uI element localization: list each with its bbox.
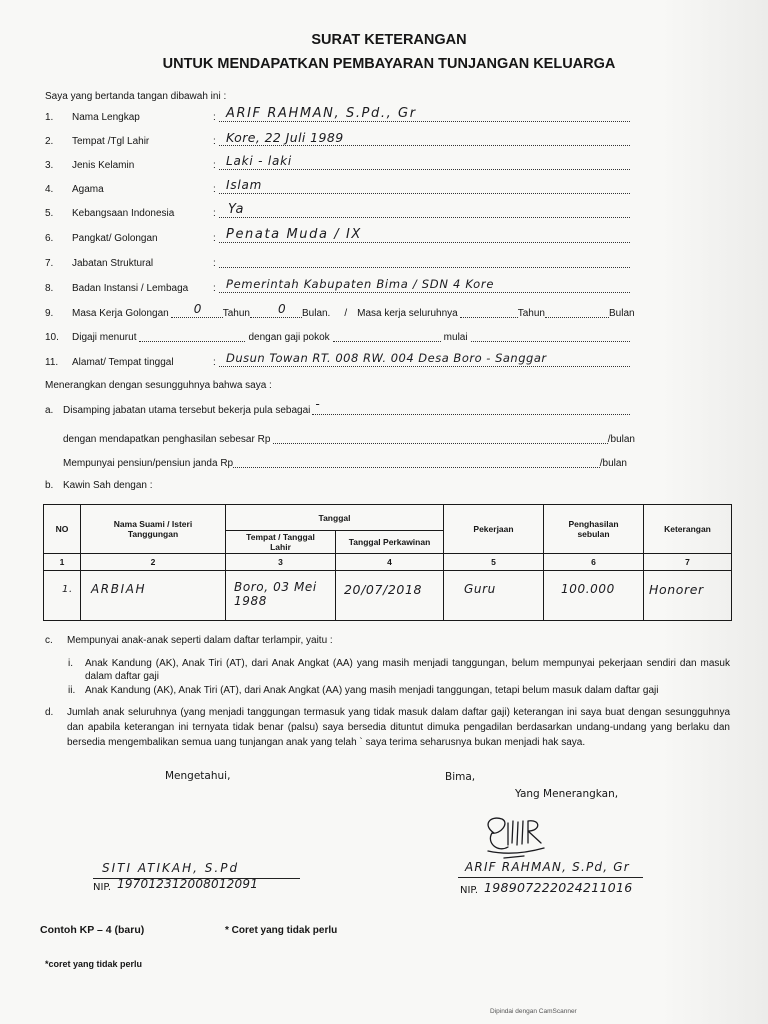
field-label: Jabatan Struktural (72, 258, 154, 269)
header-birth: Tempat / Tanggal Lahir (246, 532, 315, 552)
total-years-line (460, 309, 518, 318)
field-row-masa-kerja (45, 302, 635, 320)
spouse-name: ARBIAH (91, 582, 147, 596)
colon: : (213, 208, 216, 219)
spouse-birth-cell (226, 571, 336, 621)
field-number: 3. (45, 160, 54, 171)
field-value-alamat: Dusun Towan RT. 008 RW. 004 Desa Boro - Sanggar (226, 351, 547, 365)
field-number: 7. (45, 258, 54, 269)
income-line (273, 435, 607, 444)
right-nip: 198907222024211016 (484, 880, 633, 895)
field-number: 2. (45, 136, 54, 147)
spouse-name-cell (81, 571, 226, 621)
declaration-a (45, 397, 630, 417)
remarks-cell (644, 571, 732, 621)
column-number: 7 (644, 554, 732, 571)
field-value-line (219, 154, 630, 170)
spouse-table (43, 504, 732, 621)
colon: : (213, 160, 216, 171)
months-label: Bulan. (301, 308, 331, 319)
table-row (44, 571, 732, 621)
field-label: Pangkat/ Golongan (72, 233, 158, 244)
header-date-group: Tanggal (226, 505, 444, 531)
field-row-alamat (45, 351, 630, 369)
field-value-line (219, 106, 630, 122)
row-no-cell (44, 571, 81, 621)
gaji-pokok-label: dengan gaji pokok (248, 332, 330, 343)
field-row-gaji (45, 332, 630, 344)
column-number: 2 (81, 554, 226, 571)
item-marker: a. (45, 405, 54, 416)
field-label: Nama Lengkap (72, 112, 140, 123)
years-label: Tahun (222, 308, 250, 319)
header-birth-cell (226, 531, 336, 554)
field-value-jenis-kelamin: Laki - laki (226, 154, 293, 168)
colon: : (213, 357, 216, 368)
masa-kerja-seluruhnya-label: Masa kerja seluruhnya (357, 308, 458, 319)
field-value-agama: Islam (226, 178, 263, 192)
pension-line (233, 459, 600, 468)
separator-slash: / (344, 308, 348, 319)
row-no: 1. (62, 584, 73, 595)
colon: : (213, 184, 216, 195)
children-item-text: Anak Kandung (AK), Anak Tiri (AT), dari Anak Angkat (AA) yang masih menjadi tanggungan, tetapi belum masuk dalam daftar gaji (85, 685, 659, 696)
pension-unit: /bulan (599, 458, 627, 469)
masa-kerja-golongan-label: Masa Kerja Golongan (72, 308, 169, 319)
field-row-nama (45, 106, 630, 124)
remarks: Honorer (649, 582, 704, 597)
field-row-kebangsaan (45, 202, 630, 220)
children-item-ii (68, 684, 658, 697)
digaji-menurut-label: Digaji menurut (72, 332, 137, 343)
field-number: 5. (45, 208, 54, 219)
right-signature-line (458, 877, 643, 878)
item-marker: d. (45, 707, 54, 718)
golongan-months-value: 0 (277, 302, 287, 316)
field-value-line (219, 202, 630, 218)
column-number: 5 (444, 554, 544, 571)
field-value-ttl: Kore, 22 Juli 1989 (226, 130, 344, 145)
occupation: Guru (464, 582, 496, 596)
signature (478, 813, 550, 865)
field-number: 6. (45, 233, 54, 244)
field-row-agama (45, 178, 630, 196)
total-months-line (545, 309, 609, 318)
field-row-jabatan (45, 258, 630, 270)
header-remarks: Keterangan (644, 505, 732, 554)
field-number: 11. (45, 357, 59, 368)
digaji-menurut-line (139, 333, 245, 342)
field-value-line (219, 227, 630, 243)
header-no: NO (44, 505, 81, 554)
header-name: Nama Suami / Isteri Tanggungan (113, 519, 193, 539)
field-number: 8. (45, 283, 54, 294)
right-signatory-name: ARIF RAHMAN, S.Pd, Gr (465, 860, 630, 874)
strike-note-small: *coret yang tidak perlu (45, 959, 143, 969)
item-marker: ii. (68, 685, 76, 696)
mulai-line (471, 333, 630, 342)
side-job-line (312, 397, 630, 415)
column-number: 1 (44, 554, 81, 571)
mulai-label: mulai (443, 332, 468, 343)
field-value-kebangsaan: Ya (228, 202, 245, 217)
document-subtitle: UNTUK MENDAPATKAN PEMBAYARAN TUNJANGAN KELUARGA (162, 56, 616, 72)
header-occupation: Pekerjaan (444, 505, 544, 554)
golongan-months-line (250, 302, 302, 318)
golongan-years-value: 0 (193, 302, 203, 316)
field-value-line (219, 351, 630, 367)
field-label: Badan Instansi / Lembaga (72, 283, 189, 294)
item-marker: b. (45, 480, 54, 491)
income-row (63, 434, 635, 446)
marriage-date-cell (336, 571, 444, 621)
field-value-nama: ARIF RAHMAN, S.Pd., Gr (226, 106, 417, 121)
field-number: 1. (45, 112, 54, 123)
column-number: 3 (226, 554, 336, 571)
field-label: Alamat/ Tempat tinggal (72, 357, 174, 368)
scanner-watermark: Dipindai dengan CamScanner (490, 1008, 577, 1015)
field-number: 4. (45, 184, 54, 195)
column-number: 4 (336, 554, 444, 571)
field-label: Agama (72, 184, 104, 195)
field-value-line (219, 259, 630, 268)
spouse-birth: Boro, 03 Mei 1988 (234, 580, 317, 608)
left-nip-label: NIP. (93, 882, 112, 893)
children-section (45, 635, 333, 647)
colon: : (213, 233, 216, 244)
field-number: 9. (45, 308, 54, 319)
colon: : (213, 112, 216, 123)
children-item-text: Anak Kandung (AK), Anak Tiri (AT), dari Anak Angkat (AA) yang masih menjadi tanggungan, belum mempunyai pekerjaan sendiri dan masuk dalam daftar gaji (85, 658, 730, 682)
column-number-row (44, 554, 732, 571)
header-name-cell (81, 505, 226, 554)
total-years-label: Tahun (517, 308, 545, 319)
field-value-line (219, 130, 630, 146)
children-item-i (68, 657, 730, 683)
acknowledged-heading: Mengetahui, (165, 770, 231, 782)
field-row-pangkat (45, 227, 630, 245)
strike-note: * Coret yang tidak perlu (225, 925, 338, 936)
field-label: Jenis Kelamin (72, 160, 135, 171)
left-nip: 197012312008012091 (117, 877, 259, 891)
field-row-ttl (45, 130, 630, 148)
document-title: SURAT KETERANGAN (311, 32, 467, 48)
form-code: Contoh KP – 4 (baru) (40, 924, 145, 936)
marriage-date: 20/07/2018 (344, 582, 423, 597)
field-row-instansi (45, 277, 630, 295)
left-signatory-name: SITI ATIKAH, S.Pd (102, 861, 240, 875)
total-statement-text: Jumlah anak seluruhnya (yang menjadi tanggungan termasuk yang tidak masuk dalam daftar gaji) keterangan ini saya buat dengan sesungguhnya dan apabila keterangan ini ternyata tidak benar (palsu) saya bersedia dituntut dimuka pengadilan berdasarkan undang-undang yang berlaku dan bersedia mengembalikan semua uang tunjangan anak yang telah ` saya terima seharusnya bukan menjadi hak saya. (67, 707, 730, 748)
field-label: Kebangsaan Indonesia (72, 208, 175, 219)
colon: : (213, 136, 216, 147)
occupation-cell (444, 571, 544, 621)
declarant-heading: Yang Menerangkan, (515, 788, 619, 800)
income-unit: /bulan (607, 434, 635, 445)
header-income: Penghasilan sebulan (568, 519, 619, 539)
children-text: Mempunyai anak-anak seperti dalam daftar terlampir, yaitu : (67, 635, 333, 646)
field-row-jenis-kelamin (45, 154, 630, 172)
pension-label: Mempunyai pensiun/pensiun janda Rp (63, 458, 234, 469)
side-job-label: Disamping jabatan utama tersebut bekerja pula sebagai (63, 405, 311, 416)
declaration-intro: Menerangkan dengan sesungguhnya bahwa saya : (45, 380, 272, 391)
right-nip-label: NIP. (460, 885, 479, 896)
header-income-cell (544, 505, 644, 554)
side-job-value: - (315, 397, 321, 411)
intro-text: Saya yang bertanda tangan dibawah ini : (45, 91, 227, 102)
income-label: dengan mendapatkan penghasilan sebesar Rp (63, 434, 271, 445)
field-number: 10. (45, 332, 59, 343)
income: 100.000 (561, 582, 615, 596)
field-value-line (219, 277, 630, 293)
field-value-line (219, 178, 630, 194)
golongan-years-line (171, 302, 223, 318)
header-marriage: Tanggal Perkawinan (336, 531, 444, 554)
place-label: Bima, (445, 771, 476, 783)
field-value-instansi: Pemerintah Kabupaten Bima / SDN 4 Kore (226, 277, 495, 291)
table-header-row (44, 505, 732, 531)
total-statement (45, 705, 730, 750)
declaration-b (45, 480, 153, 492)
item-marker: c. (45, 635, 53, 646)
field-label: Tempat /Tgl Lahir (72, 136, 150, 147)
column-number: 6 (544, 554, 644, 571)
total-months-label: Bulan (608, 308, 635, 319)
pension-row (63, 458, 627, 470)
spouse-intro: Kawin Sah dengan : (63, 480, 153, 491)
colon: : (213, 258, 216, 269)
field-value-pangkat: Penata Muda / IX (226, 227, 362, 242)
item-marker: i. (68, 658, 73, 669)
gaji-pokok-line (333, 333, 441, 342)
colon: : (213, 283, 216, 294)
income-cell (544, 571, 644, 621)
